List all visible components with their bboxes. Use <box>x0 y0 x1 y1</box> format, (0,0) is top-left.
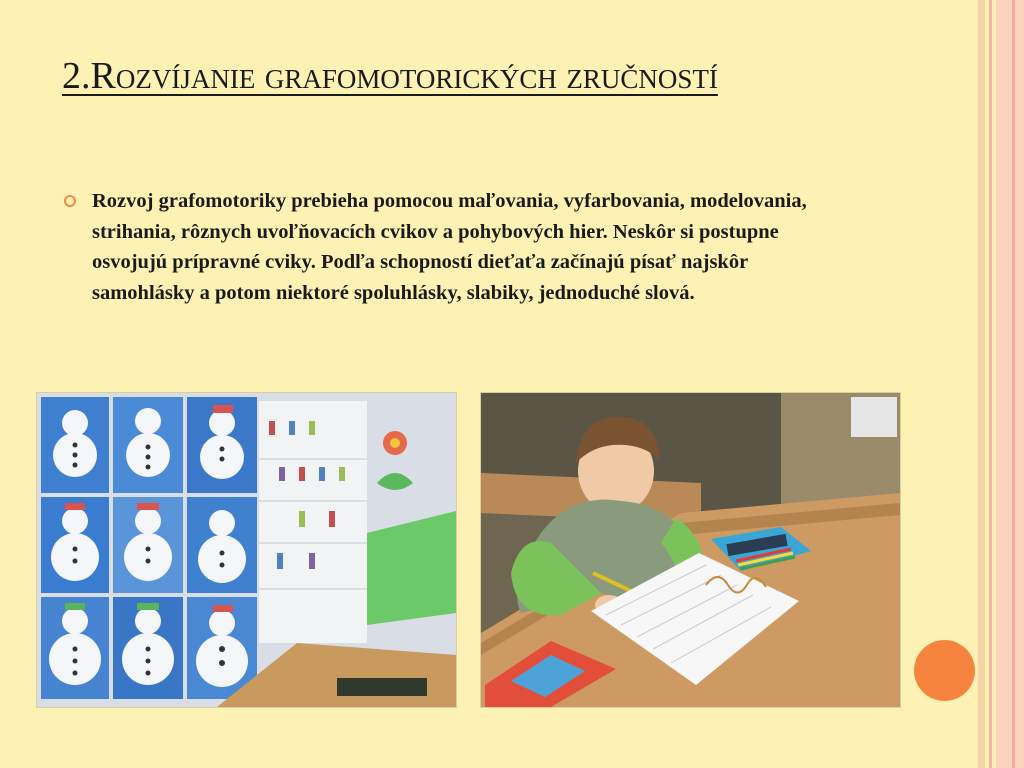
bullet-circle-icon <box>64 195 76 207</box>
decor-stripe <box>989 0 992 768</box>
bullet-item <box>62 186 822 308</box>
bullet-text: Rozvoj grafomotoriky prebieha pomocou maľovania, vyfarbovania, modelovania, strihania, rôznych uvoľňovacích cvikov a pohybových hier. Neskôr si postupne osvojujú prípravné cviky. Podľa schopností dieťaťa začínajú písať najskôr samohlásky a potom niektoré spoluhlásky, slabiky, jednoduché slová. <box>92 190 807 304</box>
boy-writing-illustration <box>481 393 900 707</box>
photo-snowman-paintings <box>36 392 457 708</box>
decor-stripe <box>978 0 985 768</box>
slide-title-text: 2.Rozvíjanie grafomotorických zručností <box>62 55 718 97</box>
decor-stripe <box>996 0 1024 768</box>
slide-title <box>62 48 902 104</box>
snowman-paintings-illustration <box>37 393 456 707</box>
bullet-list <box>62 186 822 308</box>
decor-orange-circle <box>914 640 975 701</box>
decor-stripe <box>1012 0 1015 768</box>
photo-boy-writing <box>480 392 901 708</box>
